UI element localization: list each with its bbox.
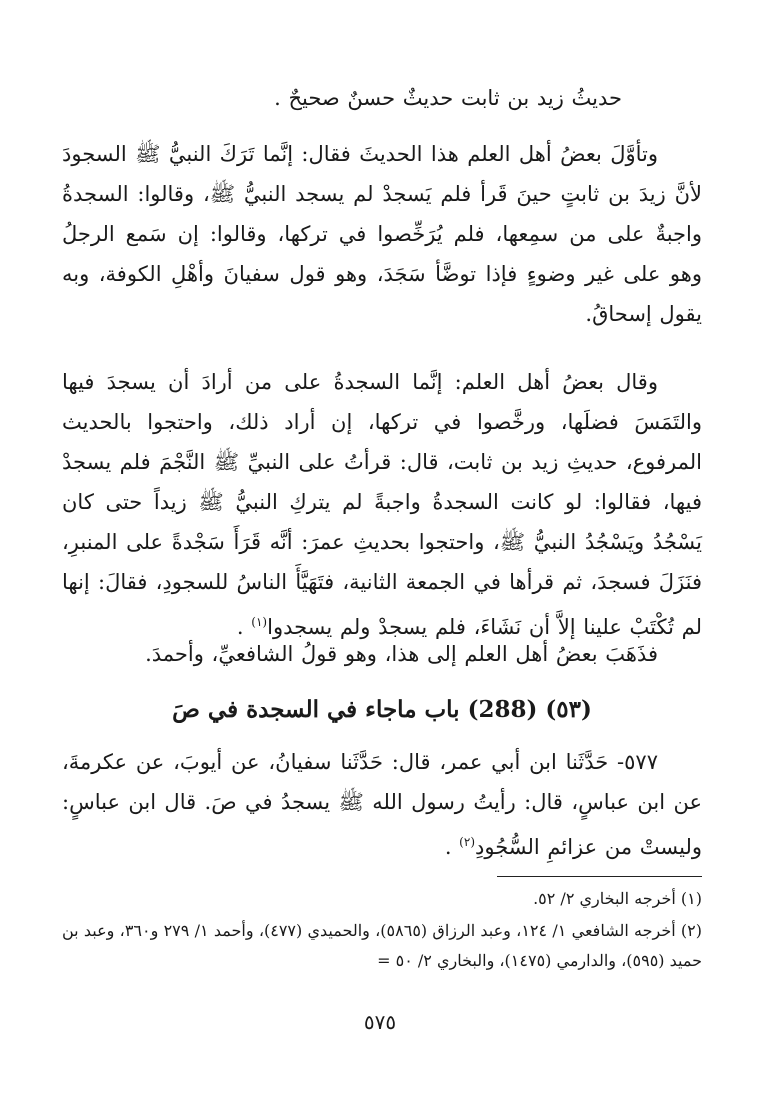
paragraph-4-block bbox=[62, 634, 702, 674]
footnote-1: (١) أخرجه البخاري ٢/ ٥٢. bbox=[533, 889, 702, 908]
paragraph-3-text: وقال بعضُ أهل العلم: إنَّما السجدةُ على من أرادَ أن يسجدَ فيها والتَمَسَ فضلَها، ورخَّصوا في تركها، إن أراد ذلك، واحتجوا بالحديث المرفوع، حديثِ زيد بن ثابت، قال: قرأتُ على النبيِّ ﷺ النَّجْمَ فلم يسجدْ فيها، فقالوا: لو كانت السجدةُ واجبةً لم يتركِ النبيُّ ﷺ زيداً حتى كان يَسْجُدُ ويَسْجُدُ النبيُّ ﷺ، واحتجوا بحديثِ عمرَ: أنَّه قَرَأَ سَجْدةً على المنبرِ، فنَزَلَ فسجدَ، ثم قرأها في الجمعة الثانية، فتَهَيَّأَ الناسُ للسجودِ، فقالَ: إنها لم تُكْتَبْ علينا إلاَّ أن نَشَاءَ، فلم يسجدْ ولم يسجدوا bbox=[62, 370, 702, 639]
paragraph-2: وتأوَّلَ بعضُ أهل العلم هذا الحديثَ فقال: إنَّما تَرَكَ النبيُّ ﷺ السجودَ لأنَّ زيدَ بن ثابتٍ حينَ قَرأ فلم يَسجدْ لم يسجد النبيُّ ﷺ، وقالوا: السجدةُ واجبةٌ على من سمِعها، فلم يُرَخِّصوا في تركها، وقالوا: إن سَمع الرجلُ وهو على غير وضوءٍ فإذا توضَّأ سَجَدَ، وهو قول سفيانَ وأهْلِ الكوفة، وبه يقول إسحاقُ. bbox=[62, 142, 702, 326]
chapter-heading: (٥٣) (288) باب ماجاء في السجدة في صَ bbox=[172, 696, 592, 723]
footnote-separator bbox=[497, 876, 702, 877]
paragraph-3-end: . bbox=[236, 615, 252, 639]
paragraph-1: حديثُ زيد بن ثابت حديثٌ حسنٌ صحيحٌ . bbox=[274, 86, 622, 110]
footnote-ref-1: (١) bbox=[251, 615, 268, 629]
paragraph-3-block bbox=[62, 362, 702, 647]
paragraph-4: فذَهَبَ بعضُ أهل العلم إلى هذا، وهو قولُ الشافعيِّ، وأحمدَ. bbox=[145, 642, 658, 666]
paragraph-3 bbox=[62, 362, 702, 647]
hadith-577-end: . bbox=[444, 835, 460, 859]
footnote-ref-2: (٢) bbox=[459, 835, 475, 849]
hadith-577 bbox=[62, 742, 702, 867]
footnote-2: (٢) أخرجه الشافعي ١/ ١٢٤، وعبد الرزاق (٥٨٦٥)، والحميدي (٤٧٧)، وأحمد ١/ ٢٧٩ و٣٦٠، وعبد بن حميد (٥٩٥)، والدارمي (١٤٧٥)، والبخاري ٢/ ٥٠ = bbox=[62, 921, 703, 970]
hadith-577-text: ٥٧٧- حَدَّثَنا ابن أبي عمر، قال: حَدَّثَنا سفيانُ، عن أيوبَ، عن عكرمةَ، عن ابن عباسٍ، قال: رأيتُ رسول الله ﷺ يسجدُ في صَ. قال ابن عباسٍ: وليستْ من عزائمِ السُّجُودِ bbox=[62, 750, 702, 859]
paragraph-2-block bbox=[62, 134, 702, 334]
page-number: ٥٧٥ bbox=[363, 1010, 397, 1034]
paragraph-5-block bbox=[62, 742, 702, 867]
